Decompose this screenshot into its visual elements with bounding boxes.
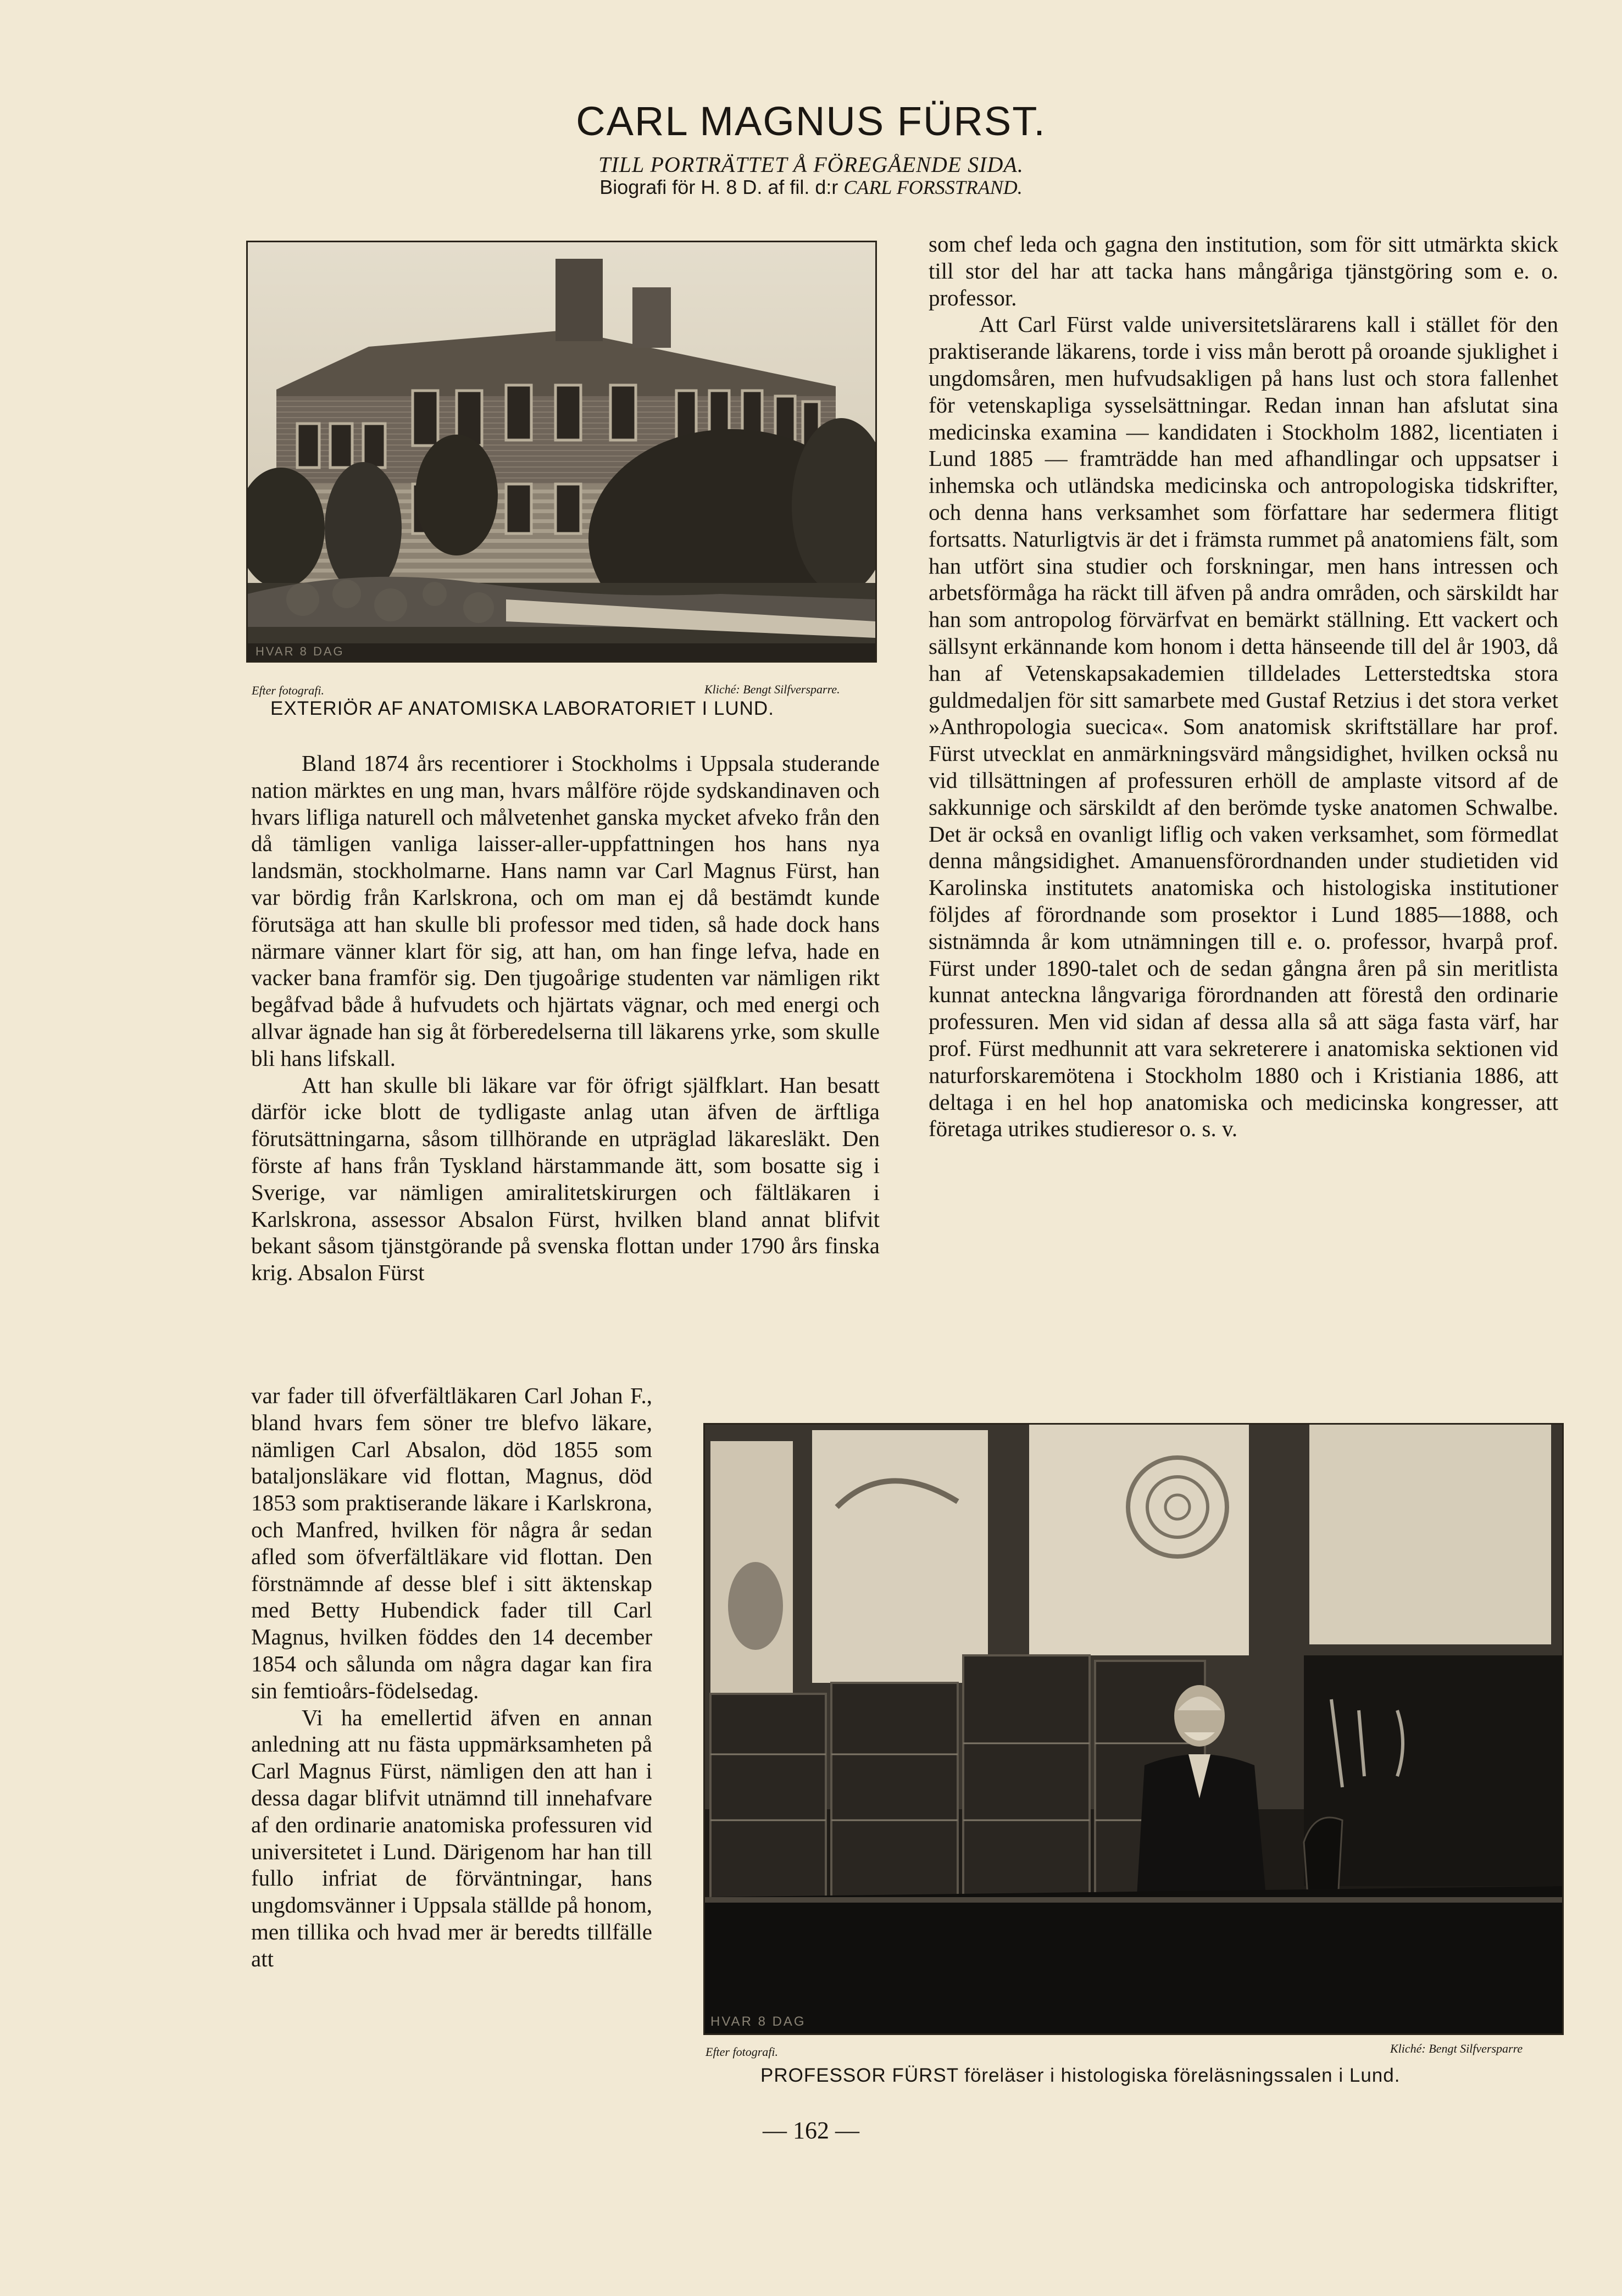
article-title: CARL MAGNUS FÜRST. bbox=[576, 98, 1046, 144]
paragraph: Vi ha emellertid äfven en annan anledning att nu fästa uppmärksamheten på Carl Magnus Fürst, nämligen den att han i dessa dagar blifvit utnämnd till innehafvare af den ordinarie anatomiska professuren vid universitetet i Lund. Därigenom har han till fullo infriat de förväntningar, hans ungdomsvänner i Uppsala ställde på honom, men tillika och hvad mer är beredts tillfälle att bbox=[251, 1704, 652, 1971]
lecture-hall-photo bbox=[703, 1423, 1564, 2035]
left-narrow-column bbox=[251, 1382, 652, 1972]
laboratory-photo bbox=[246, 241, 877, 663]
article-subtitle: TILL PORTRÄTTET Å FÖREGÅENDE SIDA. bbox=[598, 152, 1024, 177]
top-photo-watermark: HVAR 8 DAG bbox=[255, 644, 345, 658]
page-number: — 162 — bbox=[763, 2117, 859, 2144]
left-column bbox=[251, 750, 880, 1286]
laboratory-photo-image bbox=[248, 242, 875, 661]
bottom-photo-caption: PROFESSOR FÜRST föreläser i histologiska föreläsningssalen i Lund. bbox=[760, 2065, 1401, 2086]
bottom-photo-credit-right: Kliché: Bengt Silfversparre bbox=[1390, 2042, 1523, 2055]
byline bbox=[0, 176, 1622, 199]
paragraph: som chef leda och gagna den institution, som för sitt utmärkta skick till stor del har att tacka hans mångåriga tjänstgöring som e. o. professor. bbox=[929, 231, 1558, 310]
paragraph: Att Carl Fürst valde universitetslärarens kall i stället för den praktiserande läkarens, torde i viss mån berott på oroande sjuklighet i ungdomsåren, men hufvudsakligen på hans lust och stora fallenhet för vetenskapliga sysselsättningar. Redan innan han afslutat sina medicinska examina — kandidaten i Stockholm 1882, licentiaten i Lund 1885 — framträdde han med afhandlingar och uppsatser i inhemska och utländska medicinska och antropologiska tidskrifter, och denna hans verksamhet som författare har sedermera flitigt fortsatts. Naturligtvis är det i främsta rummet på anatomiens fält, som han utfört sina studier och forskningar, men hans intressen och arbetsförmåga ha räckt till äfven på andra områden, och särskildt har han som antropolog förvärfvat en bemärkt ställning. Ett vackert och sällsynt erkännande kom honom i detta hänseende till del år 1903, då han af Vetenskapsakademien tilldelades Letterstedtska stora guldmedaljen för sitt samarbete med Gustaf Retzius i det stora verket »Anthropologia suecica«. Som anatomisk skriftställare har prof. Fürst utvecklat en anmärkningsvärd mångsidighet, hvilken också nu vid tillsättningen af professuren erhöll de amplaste vitsord af de sakkunnige och särskildt af den berömde tyske anatomen Schwalbe. Det är också en ovanligt liflig och vaken verksamhet, som förmedlat denna mångsidighet. Amanuensförordnanden under studietiden vid Karolinska institutets anatomiska och histologiska institutioner följdes af förordnande som prosektor i Lund 1885—1888, och sistnämnda år kom utnämningen till e. o. professor, hvarpå prof. Fürst under 1890-talet och de sedan gångna åren på sin meritlista kunnat anteckna långvariga förordnanden att förestå den ordinarie professuren. Men vid sidan af dessa alla så att säga fasta värf, har prof. Fürst medhunnit att vara sekreterere i anatomiska sektionen vid naturforskaremötena i Stockholm 1880 och i Kristiania 1886, att deltaga i en hel hop anatomiska och medicinska kongresser, att företaga utrikes studieresor o. s. v. bbox=[929, 312, 1558, 1142]
top-photo-credit-right: Kliché: Bengt Silfversparre. bbox=[704, 682, 840, 696]
paragraph: Bland 1874 års recentiorer i Stockholms i Uppsala studerande nation märktes en ung man, hvars målföre röjde sydskandinaven och hvars lifliga naturell och målvetenhet ganska mycket afveko från den då tämligen vanliga laisser-aller-uppfattningen hos hans nya landsmän, stockholmarne. Hans namn var Carl Magnus Fürst, han var bördig från Karlskrona, och om man ej då bestämdt kunde förutsäga att han skulle bli professor med tiden, så hade dock hans närmare vänner klart för sig, att han, om han finge lefva, hade en vacker bana framför sig. Den tjugoårige studenten var nämligen rikt begåfvad både å hufvudets och hjärtats vägnar, och med energi och allvar ägnade han sig åt förberedelserna till läkarens yrke, som skulle bli hans lifskall. bbox=[251, 750, 880, 1071]
top-photo-caption: EXTERIÖR AF ANATOMISKA LABORATORIET I LUND. bbox=[270, 698, 774, 719]
bottom-photo-watermark: HVAR 8 DAG bbox=[710, 2014, 806, 2029]
paragraph: var fader till öfverfältläkaren Carl Johan F., bland hvars fem söner tre blefvo läkare, nämligen Carl Absalon, död 1855 som bataljonsläkare vid flottan, Magnus, död 1853 som praktiserande läkare i Karlskrona, och Manfred, hvilken för några år sedan afled som öfverfältläkare vid flottan. Den förstnämnde af desse blef i sitt äktenskap med Betty Hubendick fader till Carl Magnus, hvilken föddes den 14 december 1854 och sålunda om några dagar kan fira sin femtioårs-födelsedag. bbox=[251, 1383, 652, 1703]
paragraph: Att han skulle bli läkare var för öfrigt själfklart. Han besatt därför icke blott de tydligaste anlag utan äfven de ärftliga förutsättningarna, såsom tillhörande en utpräglad läkaresläkt. Den förste af hans från Tyskland härstammande ätt, som bosatte sig i Sverige, var nämligen amiralitetskirurgen och fältläkaren i Karlskrona, assessor Absalon Fürst, hvilken bland annat blifvit bekant såsom tjänstgörande på svenska flottan under 1790 års finska krig. Absalon Fürst bbox=[251, 1072, 880, 1286]
byline-prefix: Biografi för H. 8 D. af fil. d:r bbox=[599, 176, 838, 198]
bottom-photo-credit-left: Efter fotografi. bbox=[706, 2045, 778, 2059]
lecture-hall-photo-image bbox=[705, 1425, 1562, 2033]
right-column bbox=[929, 231, 1558, 1142]
top-photo-credit-left: Efter fotografi. bbox=[252, 683, 324, 697]
byline-author: CARL FORSSTRAND. bbox=[843, 176, 1023, 198]
